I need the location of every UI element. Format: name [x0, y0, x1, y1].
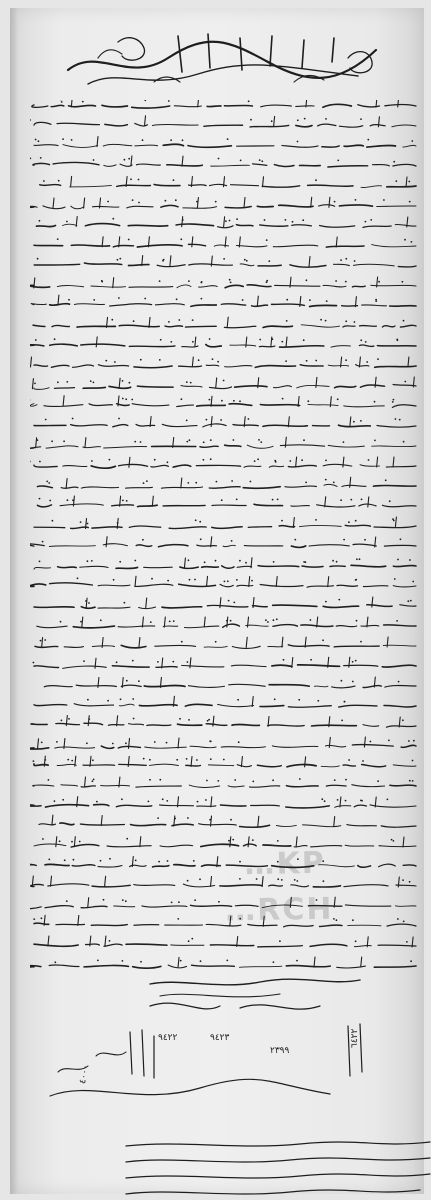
- paper-sheet: [10, 8, 424, 1194]
- handwritten-line: [30, 396, 416, 408]
- seal-number-3: ٢٣٩٩: [270, 1046, 290, 1056]
- handwritten-line: [37, 617, 416, 628]
- handwritten-line: [30, 197, 416, 208]
- handwritten-line: [30, 957, 416, 968]
- handwritten-line: [30, 797, 416, 808]
- footer-notation-lines: [120, 1136, 431, 1200]
- handwritten-line: [35, 637, 416, 648]
- handwritten-line: [32, 377, 416, 389]
- handwritten-line: [30, 576, 416, 587]
- tughra-heading-flourish: [58, 28, 388, 98]
- handwritten-line: [39, 815, 416, 827]
- seal-number-2: ٩٤٢٣: [210, 1033, 230, 1043]
- seal-number-4: ٦٤٢٢: [350, 1028, 360, 1048]
- handwritten-line: [36, 217, 416, 228]
- handwritten-line: [33, 756, 417, 767]
- handwritten-line: [30, 317, 416, 328]
- handwritten-line: [34, 137, 416, 148]
- handwritten-line: [34, 597, 416, 609]
- handwritten-line: [30, 116, 416, 127]
- handwritten-line: [37, 477, 416, 488]
- handwritten-line: [31, 357, 417, 368]
- handwritten-line: [32, 100, 416, 108]
- handwritten-line: [33, 657, 417, 668]
- handwritten-line: [30, 696, 416, 707]
- handwritten-line: [44, 677, 416, 688]
- watermark-line-1: …KP: [244, 845, 326, 883]
- handwritten-line: [30, 517, 416, 529]
- signatures-and-seals-area: [30, 976, 430, 1116]
- archive-watermark: [184, 844, 431, 948]
- handwritten-line: [30, 777, 416, 787]
- handwritten-line: [34, 237, 416, 247]
- handwritten-line: [30, 295, 416, 307]
- handwritten-line: [34, 558, 416, 569]
- handwritten-line: [30, 737, 416, 749]
- handwritten-line: [30, 457, 416, 468]
- handwritten-line: [30, 156, 416, 167]
- handwritten-line: [34, 256, 416, 268]
- handwritten-line: [37, 496, 416, 507]
- handwritten-line: [31, 716, 416, 728]
- seal-number-5: ٤٠٠٠: [78, 1063, 92, 1085]
- handwritten-line: [40, 176, 416, 187]
- handwritten-line: [30, 537, 416, 548]
- seal-number-1: ٩٤٢٢: [158, 1033, 178, 1043]
- handwritten-line: [30, 337, 416, 347]
- handwritten-line: [30, 437, 416, 448]
- handwritten-line: [34, 417, 416, 428]
- watermark-line-2: …RCH: [224, 891, 334, 929]
- handwritten-line: [30, 277, 416, 288]
